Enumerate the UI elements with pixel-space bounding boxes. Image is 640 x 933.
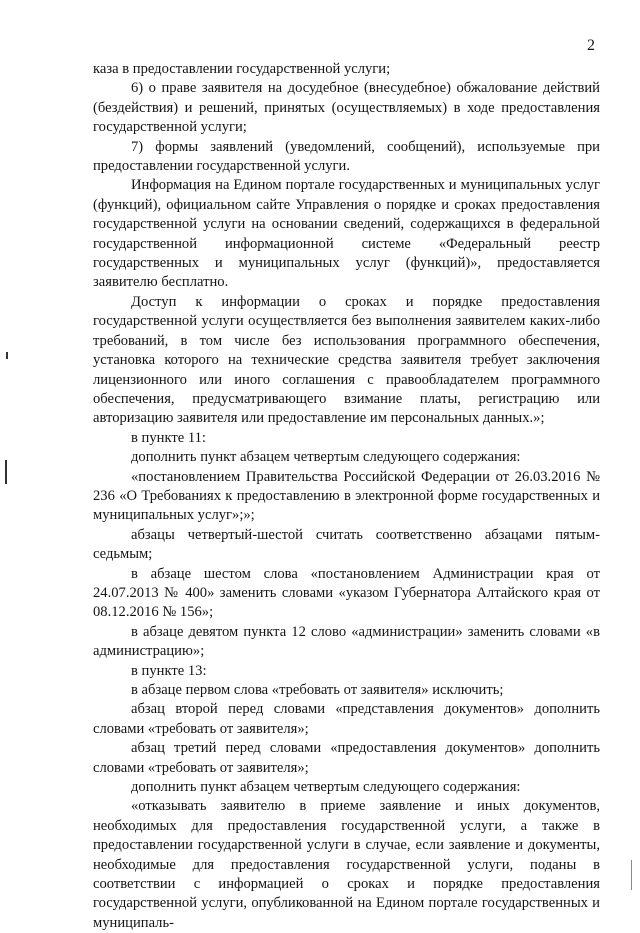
paragraph-renumber: абзацы четвертый-шестой считать соответственно абзацами пятым-седьмым;: [93, 526, 600, 563]
paragraph-refuse-quote: «отказывать заявителю в приеме заявление и иных документов, необходимых для предоставления государственной услуги, а также в предоставлении государственной услуги в случае, если заявление и документы, необходимые для предоставления государственной услуги, поданы в соответствии с информацией о сроках и порядке предоставления государственной услуги, опубликованной на Едином портале государственных и муниципаль-: [93, 798, 600, 931]
paragraph-point-13: в пункте 13:: [131, 662, 207, 679]
paragraph-third-add: абзац третий перед словами «предоставления документов» дополнить словами «требовать от заявителя»;: [93, 740, 600, 776]
paragraph-refusal-continuation: каза в предоставлении государственной услуги;: [93, 61, 391, 77]
paragraph-second-add: абзац второй перед словами «представления документов» дополнить словами «требовать от заявителя»;: [93, 701, 600, 737]
scan-mark-right-bottom: [631, 860, 632, 890]
paragraph-first-exclude: в абзаце первом слова «требовать от заявителя» исключить;: [131, 682, 504, 698]
paragraph-point-11: в пункте 11:: [131, 429, 206, 446]
scan-mark-left-top: [6, 352, 8, 359]
paragraph-access-info: Доступ к информации о сроках и порядке предоставления государственной услуги осуществляется без выполнения заявителем каких-либо требований, в том числе без использования программного обеспечения, установка которого на технические средства заявителя требует заключения лицензионного или иного соглашения с правообладателем программного обеспечения, предусматривающего взимание платы, регистрацию или авторизацию заявителя или предоставление им персональных данных.»;: [93, 293, 600, 427]
paragraph-portal-info: Информация на Едином портале государственных и муниципальных услуг (функций), официальном сайте Управления о порядке и сроках предоставления государственной услуги на основании сведений, содержащихся в федеральной государственной информационной системе «Федеральный реестр государственных и муниципальных услуг (функций)», предоставляется заявителю бесплатно.: [93, 177, 600, 291]
document-body: [93, 60, 600, 933]
paragraph-sixth-replace: в абзаце шестом слова «постановлением Администрации края от 24.07.2013 № 400» заменить словами «указом Губернатора Алтайского края от 08.12.2016 № 156»;: [93, 565, 600, 621]
paragraph-item-6: 6) о праве заявителя на досудебное (внесудебное) обжалование действий (бездействия) и решений, принятых (осуществляемых) в ходе предоставления государственной услуги;: [93, 80, 600, 136]
paragraph-item-7: 7) формы заявлений (уведомлений, сообщений), используемые при предоставлении государственной услуги.: [93, 138, 600, 175]
scan-mark-left-middle: [5, 460, 7, 484]
paragraph-add-fourth-13: дополнить пункт абзацем четвертым следующего содержания:: [131, 779, 521, 796]
paragraph-resolution-236: «постановлением Правительства Российской Федерации от 26.03.2016 № 236 «О Требованиях к предоставлению в электронной форме государственных и муниципальных услуг»;»;: [93, 468, 600, 524]
page-number: 2: [587, 37, 595, 54]
paragraph-point-12: в абзаце девятом пункта 12 слово «администрации» заменить словами «в администрацию»;: [93, 623, 600, 660]
paragraph-add-fourth: дополнить пункт абзацем четвертым следующего содержания:: [131, 449, 521, 466]
